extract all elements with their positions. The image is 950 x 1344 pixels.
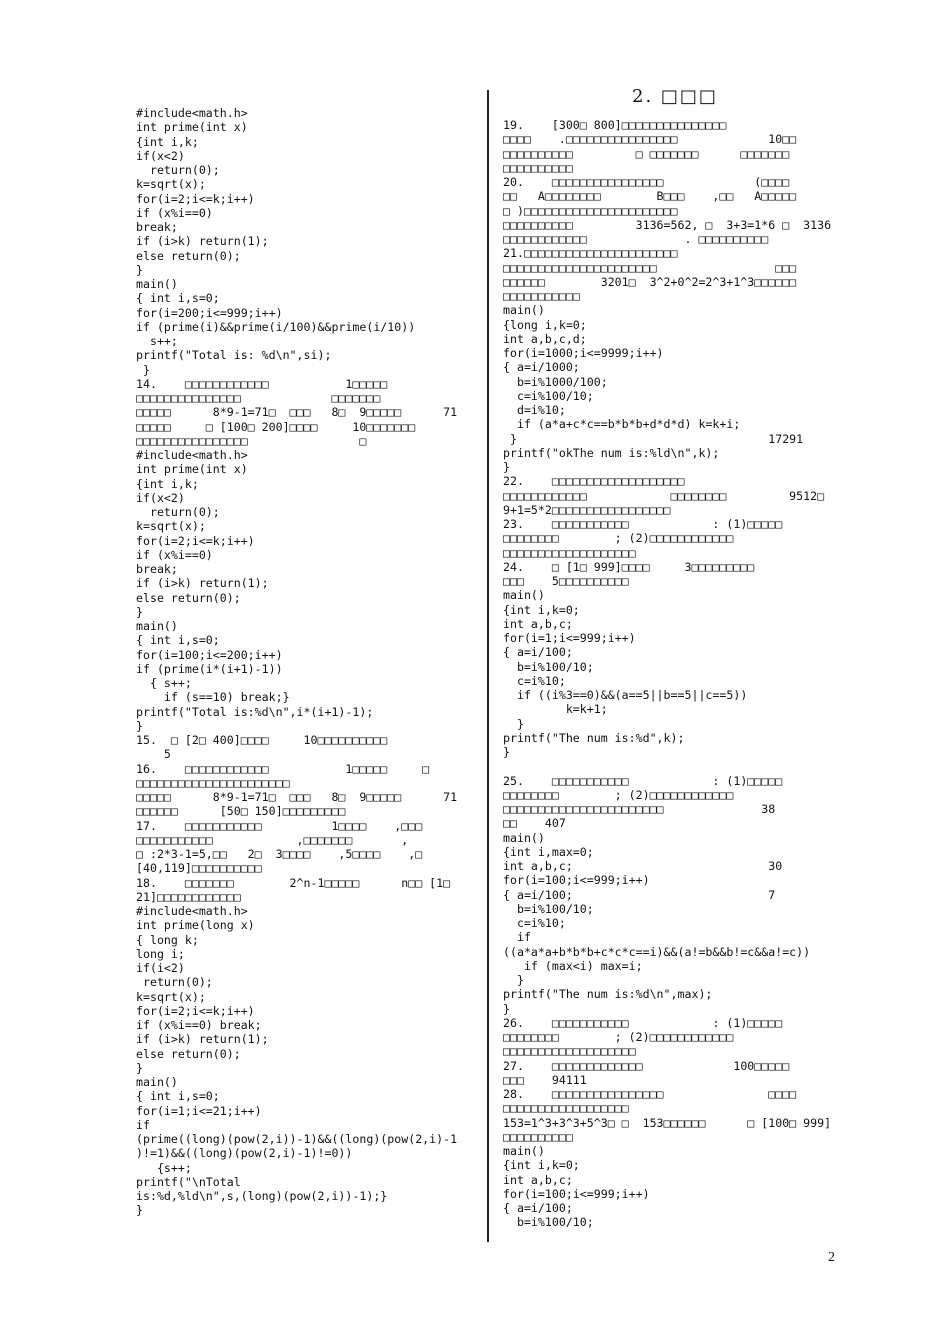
column-divider [487,90,489,1242]
section-title: 2. □□□ [632,86,718,107]
page-number: 2 [828,1250,835,1265]
left-column [136,106,476,1218]
left-column-text: #include<math.h> int prime(int x) {int i,k; if(x<2) return(0); k=sqrt(x); for(i=2;i<=k;i++) if (x%i==0) break; if (i>k) return(1); else return(0); } main() { int i,s=0; for(i=200;i<=999;i++) if (prime(i)&&prime(i/100)&&prime(i/10)) s++; printf("Total is: %d\n",si); } 14. □□□□□□□□□□□□ 1□□□□□ □□□□□□□□□□□□□□□ □□□□□□□ □□□□□ 8*9-1=71□ □□□ 8□ 9□□□□□ 71 □□□□□ □ [100□ 200]□□□□ 10□□□□□□□ □□□□□□□□□□□□□□□□ □ #include<math.h> int prime(int x) {int i,k; if(x<2) return(0); k=sqrt(x); for(i=2;i<=k;i++) if (x%i==0) break; if (i>k) return(1); else return(0); } main() { int i,s=0; for(i=100;i<=200;i++) if (prime(i*(i+1)-1)) { s++; if (s==10) break;} printf("Total is:%d\n",i*(i+1)-1); } 15. □ [2□ 400]□□□□ 10□□□□□□□□□□ 5 16. □□□□□□□□□□□□ 1□□□□□ □ □□□□□□□□□□□□□□□□□□□□□□ □□□□□ 8*9-1=71□ □□□ 8□ 9□□□□□ 71 □□□□□□ [50□ 150]□□□□□□□□□ 17. □□□□□□□□□□□ 1□□□□ ,□□□ □□□□□□□□□□□ ,□□□□□□□ , □ :2*3-1=5,□□ 2□ 3□□□□ ,5□□□□ ,□ [40,119]□□□□□□□□□□ 18. □□□□□□□ 2^n-1□□□□□ n□□ [1□ 21]□□□□□□□□□□□□ #include<math.h> int prime(long x) { long k; long i; if(i<2) return(0); k=sqrt(x); for(i=2;i<=k;i++) if (x%i==0) break; if (i>k) return(1); else return(0); } main() { int i,s=0; for(i=1;i<=21;i++) if (prime((long)(pow(2,i))-1)&&((long)(pow(2,i)-1 )!=1)&&((long)(pow(2,i)-1)!=0)) {s++; printf("\nTotal is:%d,%ld\n",s,(long)(pow(2,i))-1);} } [136,106,458,1218]
right-column [503,118,848,1230]
right-column-text: 19. [300□ 800]□□□□□□□□□□□□□□□ □□□□ .□□□□□□□□□□□□□□□□ 10□□ □□□□□□□□□□ □ □□□□□□□ □□□□□□□ □□□□□□□□□□ 20. □□□□□□□□□□□□□□□□ (□□□□ □□ A□□□□□□□□ B□□□ ,□□ A□□□□□ □ )□□□□□□□□□□□□□□□□□□□□□□ □□□□□□□□□□ 3136=562, □ 3+3=1*6 □ 3136 □□□□□□□□□□□□ . □□□□□□□□□□ 21.□□□□□□□□□□□□□□□□□□□□□□ □□□□□□□□□□□□□□□□□□□□□□ □□□ □□□□□□ 3201□ 3^2+0^2=2^3+1^3□□□□□□ □□□□□□□□□□□ main() {long i,k=0; int a,b,c,d; for(i=1000;i<=9999;i++) { a=i/1000; b=i%1000/100; c=i%100/10; d=i%10; if (a*a+c*c==b*b*b+d*d*d) k=k+i; } 17291 printf("okThe num is:%ld\n",k); } 22. □□□□□□□□□□□□□□□□□□□ □□□□□□□□□□□□ □□□□□□□□ 9512□ 9+1=5*2□□□□□□□□□□□□□□□□□ 23. □□□□□□□□□□□ : (1)□□□□□ □□□□□□□□ ; (2)□□□□□□□□□□□□ □□□□□□□□□□□□□□□□□□□ 24. □ [1□ 999]□□□□ 3□□□□□□□□□ □□□ 5□□□□□□□□□□ main() {int i,k=0; int a,b,c; for(i=1;i<=999;i++) { a=i/100; b=i%100/10; c=i%10; if ((i%3==0)&&(a==5||b==5||c==5)) k=k+1; } printf("The num is:%d",k); } 25. □□□□□□□□□□□ : (1)□□□□□ □□□□□□□□ ; (2)□□□□□□□□□□□□ □□□□□□□□□□□□□□□□□□□□□□□ 38 □□ 407 main() {int i,max=0; int a,b,c; 30 for(i=100;i<=999;i++) { a=i/100; 7 b=i%100/10; c=i%10; if ((a*a*a+b*b*b+c*c*c==i)&&(a!=b&&b!=c&&a!=c)) if (max<i) max=i; } printf("The num is:%d\n",max); } 26. □□□□□□□□□□□ : (1)□□□□□ □□□□□□□□ ; (2)□□□□□□□□□□□□ □□□□□□□□□□□□□□□□□□□ 27. □□□□□□□□□□□□□ 100□□□□□ □□□ 94111 28. □□□□□□□□□□□□□□□□ □□□□ □□□□□□□□□□□□□□□□□□ 153=1^3+3^3+5^3□ □ 153□□□□□□ □ [100□ 999] □□□□□□□□□□ main() {int i,k=0; int a,b,c; for(i=100;i<=999;i++) { a=i/100; b=i%100/10; [503,118,832,1230]
